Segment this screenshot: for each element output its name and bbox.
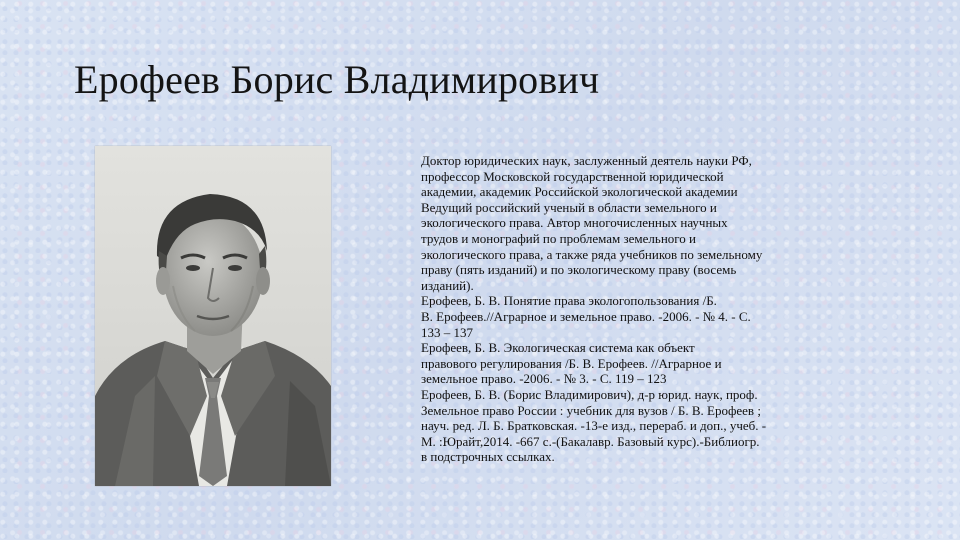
bio-line: науч. ред. Л. Б. Братковская. -13-е изд., перераб. и доп., учеб. - xyxy=(421,418,767,434)
portrait-photo xyxy=(95,146,331,486)
bio-line: изданий). xyxy=(421,277,474,293)
bio-line: 133 – 137 xyxy=(421,324,473,340)
bio-line: Ведущий российский ученый в области земельного и xyxy=(421,199,717,215)
bio-line: Земельное право России : учебник для вузов / Б. В. Ерофеев ; xyxy=(421,402,761,418)
bio-line: профессор Московской государственной юридической xyxy=(421,168,724,184)
bio-text xyxy=(421,153,861,465)
bio-line: трудов и монографий по проблемам земельного и xyxy=(421,230,697,246)
bio-line: Ерофеев, Б. В. Понятие права экологопользования /Б. xyxy=(421,293,717,309)
bio-line: экологического права. Автор многочисленных научных xyxy=(421,215,728,231)
bio-line: В. Ерофеев.//Аграрное и земельное право. -2006. - № 4. - С. xyxy=(421,308,751,324)
bio-line: Ерофеев, Б. В. (Борис Владимирович), д-р юрид. наук, проф. xyxy=(421,386,758,402)
bio-line: земельное право. -2006. - № 3. - С. 119 – 123 xyxy=(421,371,667,387)
bio-line: праву (пять изданий) и по экологическому праву (восемь xyxy=(421,262,737,278)
bio-line: экологического права, а также ряда учебников по земельному xyxy=(421,246,763,262)
bio-line: правового регулирования /Б. В. Ерофеев. //Аграрное и xyxy=(421,355,722,371)
bio-line: Ерофеев, Б. В. Экологическая система как объект xyxy=(421,340,695,356)
bio-line: академии, академик Российской экологической академии xyxy=(421,184,738,200)
bio-line: в подстрочных ссылках. xyxy=(421,449,555,465)
bio-line: Доктор юридических наук, заслуженный деятель науки РФ, xyxy=(421,153,752,168)
slide-title: Ерофеев Борис Владимирович xyxy=(74,57,600,102)
bio-line: М. :Юрайт,2014. -667 с.-(Бакалавр. Базовый курс).-Библиогр. xyxy=(421,433,760,449)
